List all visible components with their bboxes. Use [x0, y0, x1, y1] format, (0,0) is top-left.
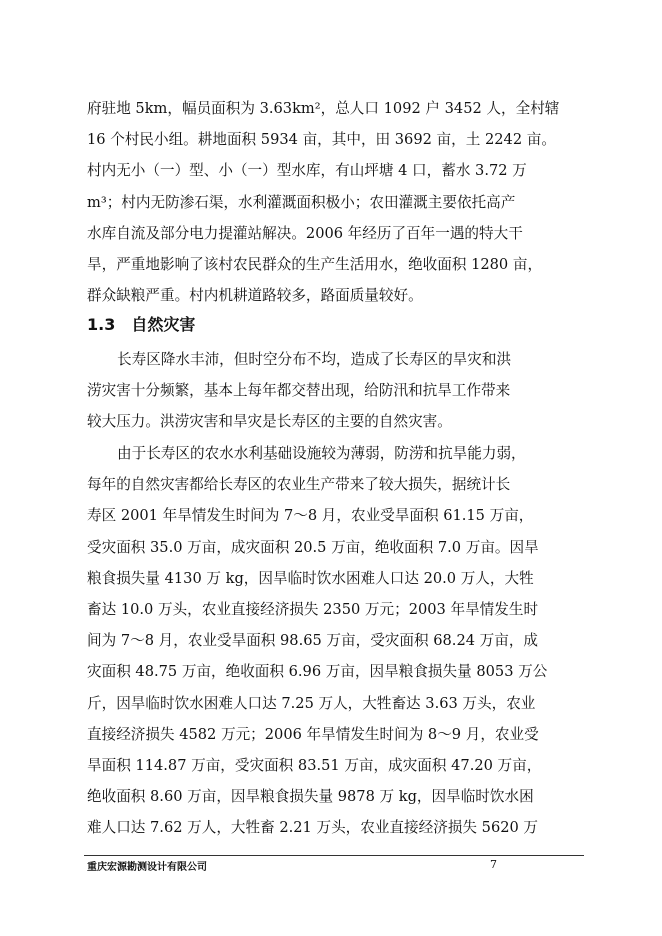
text-line: 16 个村民小组。耕地面积 5934 亩，其中，田 3692 亩，土 2242 亩。 [87, 131, 556, 149]
text-line: 灾面积 48.75 万亩，绝收面积 6.96 万亩，因旱粮食损失量 8053 万公 [87, 663, 548, 681]
text-line: 旱，严重地影响了该村农民群众的生产生活用水，绝收面积 1280 亩， [87, 256, 543, 273]
text-line: 受灾面积 35.0 万亩，成灾面积 20.5 万亩，绝收面积 7.0 万亩。因旱 [87, 538, 539, 556]
text-line: 村内无小（一）型、小（一）型水库，有山坪塘 4 口，蓄水 3.72 万 [87, 162, 527, 180]
text-line: 旱面积 114.87 万亩，受灾面积 83.51 万亩，成灾面积 47.20 万亩， [87, 757, 542, 774]
text-line: 畜达 10.0 万头，农业直接经济损失 2350 万元；2003 年旱情发生时 [87, 601, 539, 618]
section-number: 1.3 [87, 315, 116, 334]
text-line: 长寿区降水丰沛，但时空分布不均，造成了长寿区的旱灾和洪 [117, 351, 512, 368]
text-line: 绝收面积 8.60 万亩，因旱粮食损失量 9878 万 kg，因旱临时饮水困 [87, 788, 534, 806]
text-line: 难人口达 7.62 万人，大牲畜 2.21 万头，农业直接经济损失 5620 万 [87, 819, 539, 837]
text-line: 斤，因旱临时饮水困难人口达 7.25 万人，大牲畜达 3.63 万头，农业 [87, 694, 536, 712]
text-line: 粮食损失量 4130 万 kg，因旱临时饮水困难人口达 20.0 万人，大牲 [87, 569, 534, 587]
text-line: 涝灾害十分频繁，基本上每年都交替出现，给防汛和抗旱工作带来 [87, 382, 511, 400]
footer-divider [84, 855, 584, 856]
text-line: 直接经济损失 4582 万元；2006 年旱情发生时间为 8～9 月，农业受 [87, 725, 539, 743]
footer-company: 重庆宏源勘测设计有限公司 [87, 862, 207, 873]
footer-page-number: 7 [490, 858, 497, 871]
text-line: m³；村内无防渗石渠，水利灌溉面积极小；农田灌溉主要依托高产 [87, 193, 516, 211]
section-heading [87, 312, 195, 335]
text-line: 群众缺粮严重。村内机耕道路较多，路面质量较好。 [87, 287, 423, 305]
text-line: 寿区 2001 年旱情发生时间为 7～8 月，农业受旱面积 61.15 万亩， [87, 507, 534, 525]
text-line: 较大压力。洪涝灾害和旱灾是长寿区的主要的自然灾害。 [87, 413, 452, 431]
text-line: 水库自流及部分电力提灌站解决。2006 年经历了百年一遇的特大干 [87, 224, 523, 242]
text-line: 每年的自然灾害都给长寿区的农业生产带来了较大损失，据统计长 [87, 476, 511, 494]
text-line: 府驻地 5km，幅员面积为 3.63km²，总人口 1092 户 3452 人，全村辖 [87, 100, 560, 117]
section-title: 自然灾害 [131, 315, 196, 334]
text-line: 间为 7～8 月，农业受旱面积 98.65 万亩，受灾面积 68.24 万亩，成 [87, 632, 539, 650]
text-line: 由于长寿区的农水水利基础设施较为薄弱，防涝和抗旱能力弱， [117, 445, 526, 462]
